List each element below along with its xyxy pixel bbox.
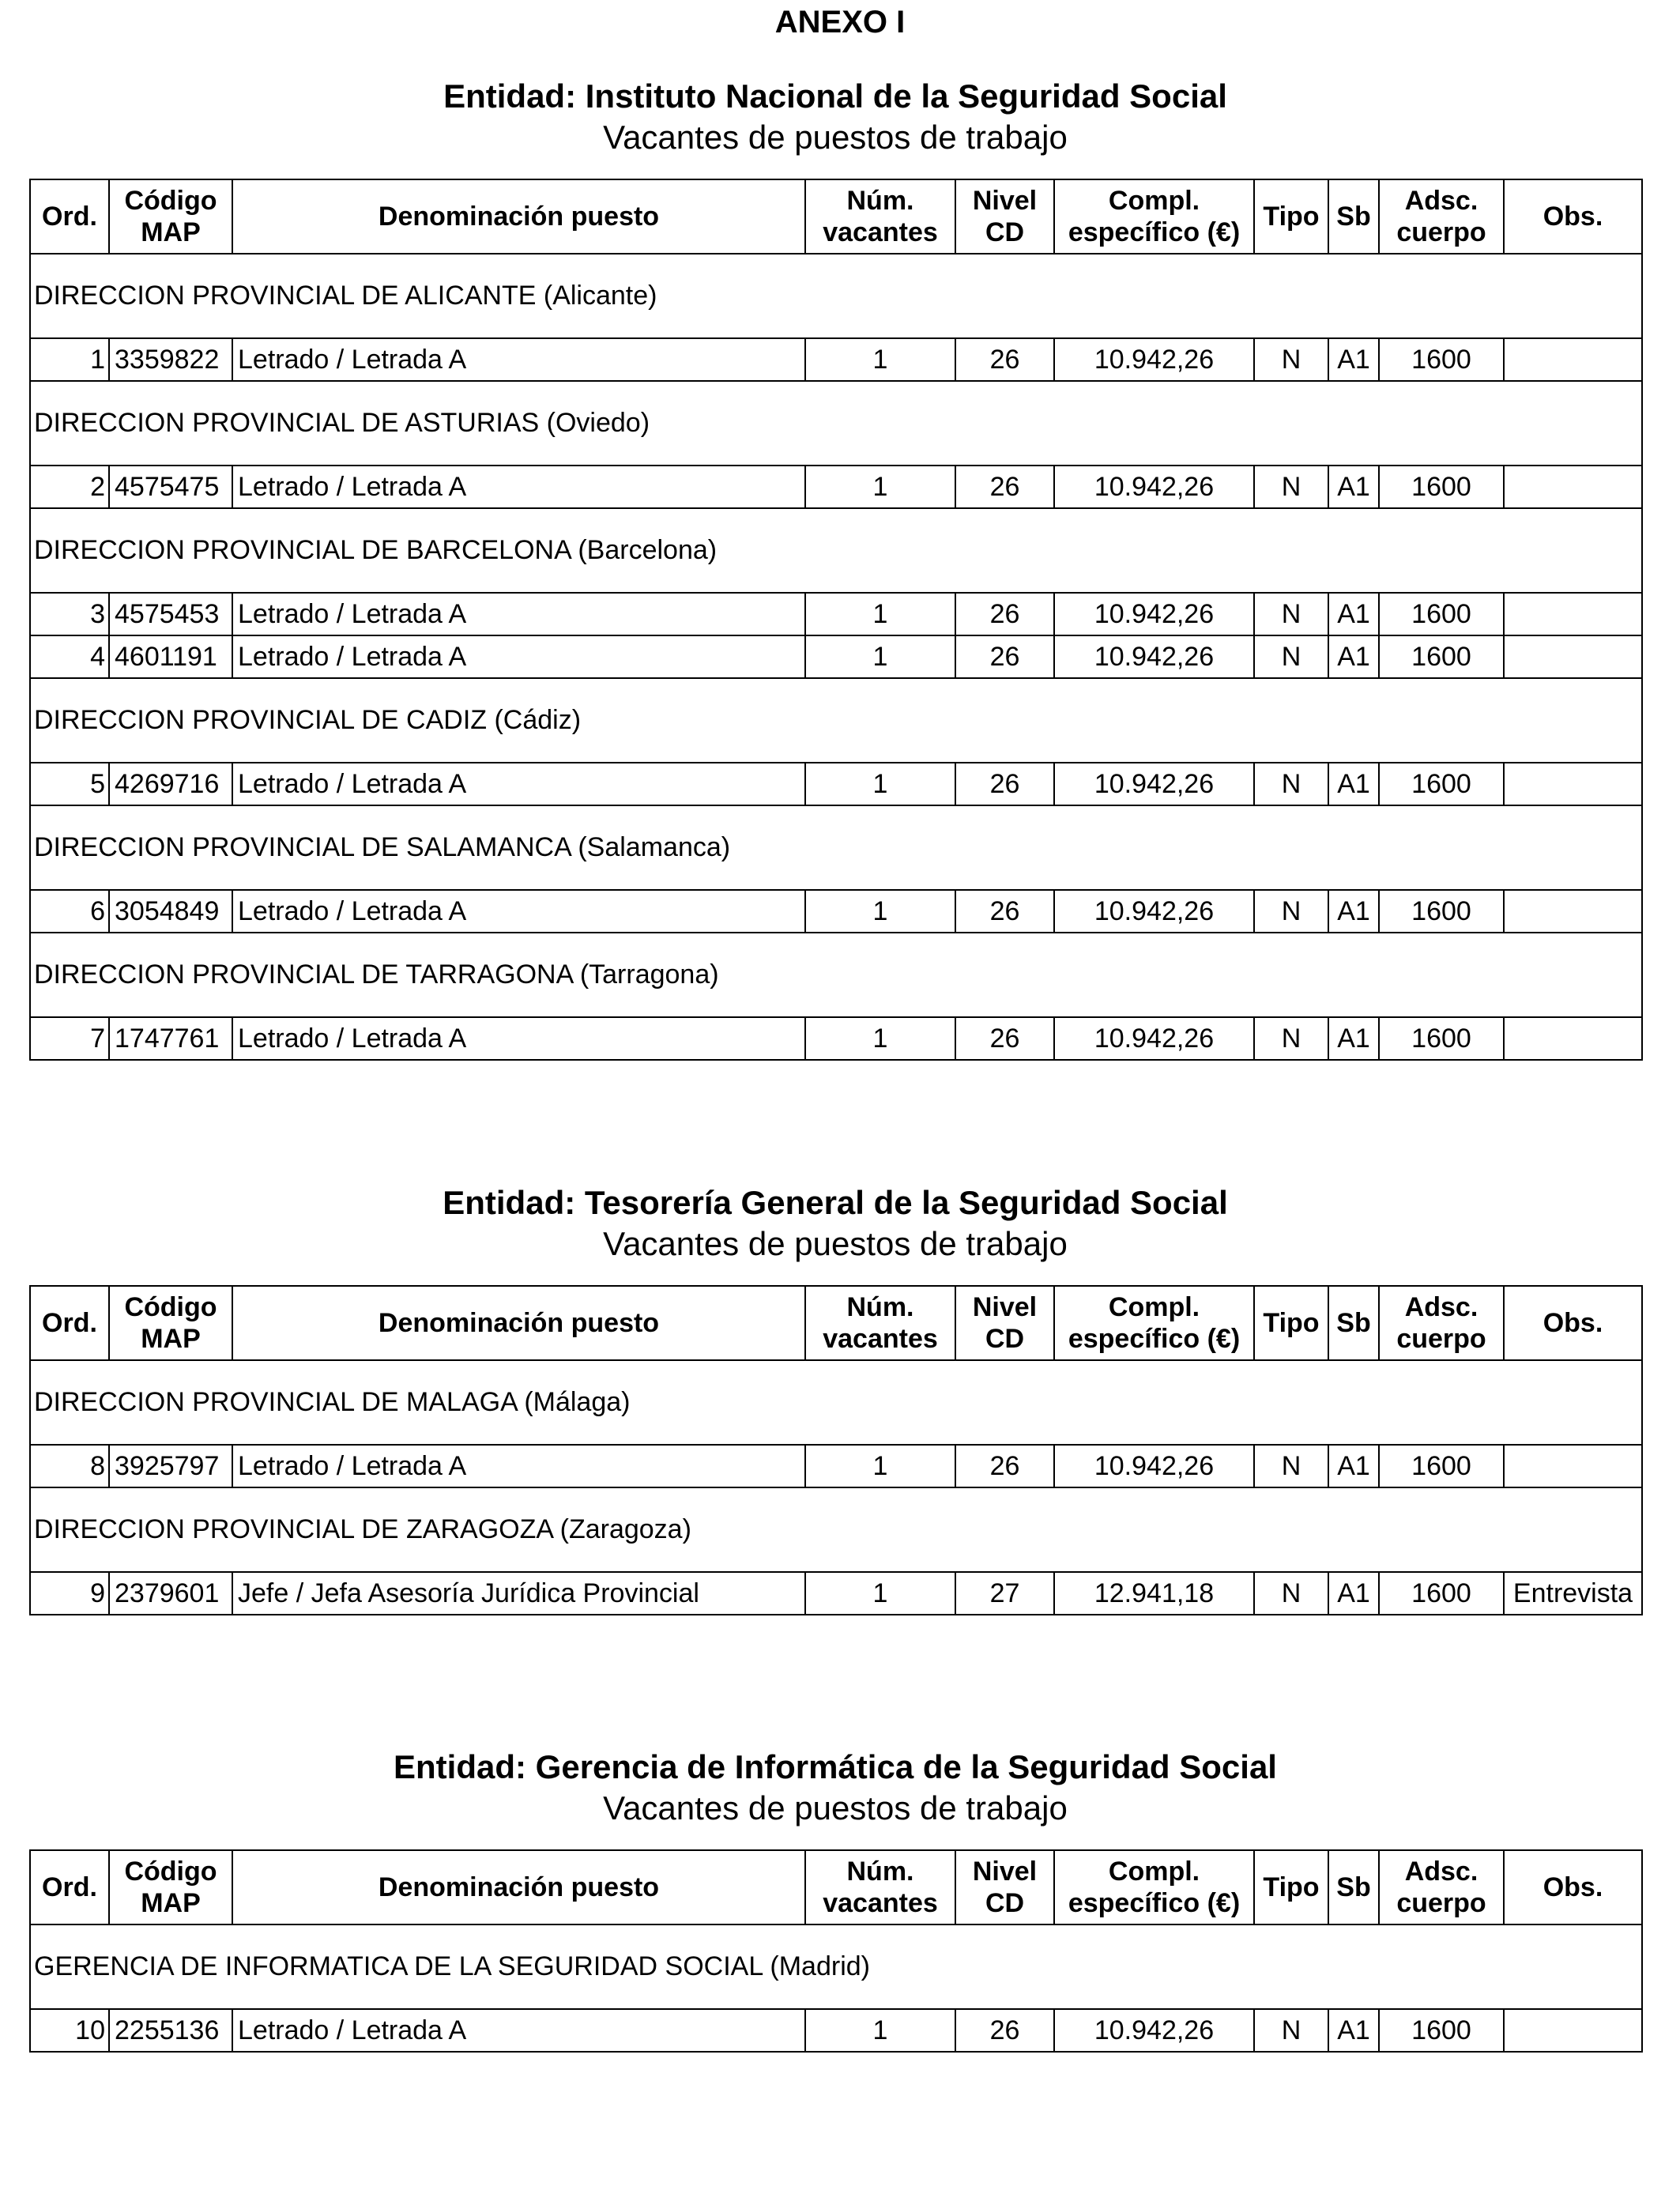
cell-nivel: 27 [955, 1572, 1054, 1615]
province-group-row [30, 508, 1642, 593]
province-group-row [30, 933, 1642, 1017]
table-row [30, 466, 1642, 508]
column-header-denominacion: Denominación puesto [232, 179, 805, 254]
header-row [30, 1850, 1642, 1924]
column-header-tipo: Tipo [1254, 1286, 1328, 1360]
cell-vacantes: 1 [805, 466, 955, 508]
cell-denominacion: Letrado / Letrada A [232, 890, 805, 933]
cell-sb: A1 [1328, 635, 1379, 678]
section-subtitle: Vacantes de puestos de trabajo [603, 1225, 1068, 1262]
province-group-row [30, 805, 1642, 890]
cell-codigo: 4575453 [109, 593, 232, 635]
column-header-tipo: Tipo [1254, 1850, 1328, 1924]
column-header-nivel: Nivel CD [955, 1286, 1054, 1360]
column-header-obs: Obs. [1504, 1850, 1642, 1924]
cell-nivel: 26 [955, 635, 1054, 678]
cell-adsc: 1600 [1379, 1017, 1504, 1060]
cell-nivel: 26 [955, 1017, 1054, 1060]
cell-nivel: 26 [955, 1445, 1054, 1487]
province-name: DIRECCION PROVINCIAL DE CADIZ (Cádiz) [30, 678, 1642, 763]
cell-vacantes: 1 [805, 338, 955, 381]
cell-adsc: 1600 [1379, 1572, 1504, 1615]
cell-tipo: N [1254, 1017, 1328, 1060]
cell-adsc: 1600 [1379, 635, 1504, 678]
column-header-nivel: Nivel CD [955, 1850, 1054, 1924]
cell-adsc: 1600 [1379, 763, 1504, 805]
entity-section [29, 1182, 1641, 1615]
cell-denominacion: Letrado / Letrada A [232, 1017, 805, 1060]
cell-compl: 10.942,26 [1054, 635, 1254, 678]
cell-obs [1504, 466, 1642, 508]
column-header-ord: Ord. [30, 1286, 109, 1360]
column-header-denominacion: Denominación puesto [232, 1850, 805, 1924]
cell-adsc: 1600 [1379, 2009, 1504, 2052]
cell-codigo: 4601191 [109, 635, 232, 678]
cell-ord: 7 [30, 1017, 109, 1060]
column-header-denominacion: Denominación puesto [232, 1286, 805, 1360]
cell-adsc: 1600 [1379, 890, 1504, 933]
cell-denominacion: Letrado / Letrada A [232, 593, 805, 635]
column-header-compl: Compl. específico (€) [1054, 1850, 1254, 1924]
section-subtitle: Vacantes de puestos de trabajo [603, 1789, 1068, 1826]
cell-codigo: 4575475 [109, 466, 232, 508]
column-header-sb: Sb [1328, 1850, 1379, 1924]
cell-ord: 2 [30, 466, 109, 508]
cell-tipo: N [1254, 1572, 1328, 1615]
cell-denominacion: Letrado / Letrada A [232, 2009, 805, 2052]
column-header-compl: Compl. específico (€) [1054, 1286, 1254, 1360]
cell-denominacion: Jefe / Jefa Asesoría Jurídica Provincial [232, 1572, 805, 1615]
table-row [30, 1017, 1642, 1060]
cell-vacantes: 1 [805, 593, 955, 635]
cell-tipo: N [1254, 338, 1328, 381]
table-row [30, 635, 1642, 678]
cell-obs [1504, 1017, 1642, 1060]
cell-sb: A1 [1328, 1445, 1379, 1487]
cell-ord: 5 [30, 763, 109, 805]
table-row [30, 1572, 1642, 1615]
cell-adsc: 1600 [1379, 466, 1504, 508]
province-group-row [30, 1924, 1642, 2009]
cell-compl: 10.942,26 [1054, 2009, 1254, 2052]
table-row [30, 2009, 1642, 2052]
cell-sb: A1 [1328, 763, 1379, 805]
cell-obs [1504, 890, 1642, 933]
cell-compl: 10.942,26 [1054, 466, 1254, 508]
column-header-ord: Ord. [30, 1850, 109, 1924]
table-row [30, 593, 1642, 635]
cell-nivel: 26 [955, 338, 1054, 381]
cell-codigo: 1747761 [109, 1017, 232, 1060]
cell-ord: 10 [30, 2009, 109, 2052]
cell-codigo: 3054849 [109, 890, 232, 933]
vacancies-table [29, 179, 1643, 1061]
cell-ord: 9 [30, 1572, 109, 1615]
cell-codigo: 4269716 [109, 763, 232, 805]
cell-sb: A1 [1328, 466, 1379, 508]
cell-tipo: N [1254, 2009, 1328, 2052]
province-name: DIRECCION PROVINCIAL DE ASTURIAS (Oviedo) [30, 381, 1642, 466]
cell-denominacion: Letrado / Letrada A [232, 338, 805, 381]
cell-obs [1504, 338, 1642, 381]
column-header-obs: Obs. [1504, 179, 1642, 254]
cell-codigo: 3925797 [109, 1445, 232, 1487]
column-header-tipo: Tipo [1254, 179, 1328, 254]
cell-vacantes: 1 [805, 890, 955, 933]
cell-adsc: 1600 [1379, 338, 1504, 381]
province-name: DIRECCION PROVINCIAL DE SALAMANCA (Salamanca) [30, 805, 1642, 890]
cell-obs [1504, 635, 1642, 678]
cell-adsc: 1600 [1379, 593, 1504, 635]
province-name: DIRECCION PROVINCIAL DE BARCELONA (Barcelona) [30, 508, 1642, 593]
cell-codigo: 3359822 [109, 338, 232, 381]
cell-compl: 10.942,26 [1054, 1017, 1254, 1060]
entity-title: Entidad: Gerencia de Informática de la Seguridad Social [394, 1748, 1277, 1785]
cell-nivel: 26 [955, 890, 1054, 933]
annex-title: ANEXO I [774, 5, 906, 40]
column-header-vacantes: Núm. vacantes [805, 1286, 955, 1360]
cell-compl: 10.942,26 [1054, 763, 1254, 805]
column-header-vacantes: Núm. vacantes [805, 179, 955, 254]
cell-vacantes: 1 [805, 2009, 955, 2052]
cell-tipo: N [1254, 466, 1328, 508]
table-row [30, 1445, 1642, 1487]
column-header-sb: Sb [1328, 179, 1379, 254]
cell-ord: 6 [30, 890, 109, 933]
column-header-adsc: Adsc. cuerpo [1379, 1286, 1504, 1360]
cell-obs: Entrevista [1504, 1572, 1642, 1615]
column-header-vacantes: Núm. vacantes [805, 1850, 955, 1924]
column-header-adsc: Adsc. cuerpo [1379, 179, 1504, 254]
column-header-codigo: Código MAP [109, 1286, 232, 1360]
cell-obs [1504, 593, 1642, 635]
cell-compl: 10.942,26 [1054, 890, 1254, 933]
table-row [30, 338, 1642, 381]
cell-nivel: 26 [955, 593, 1054, 635]
cell-codigo: 2379601 [109, 1572, 232, 1615]
column-header-obs: Obs. [1504, 1286, 1642, 1360]
province-group-row [30, 1360, 1642, 1445]
cell-ord: 8 [30, 1445, 109, 1487]
cell-tipo: N [1254, 593, 1328, 635]
cell-ord: 3 [30, 593, 109, 635]
province-group-row [30, 254, 1642, 338]
header-row [30, 1286, 1642, 1360]
cell-codigo: 2255136 [109, 2009, 232, 2052]
entity-section [29, 1747, 1641, 2053]
province-name: DIRECCION PROVINCIAL DE ZARAGOZA (Zaragoza) [30, 1487, 1642, 1572]
cell-nivel: 26 [955, 2009, 1054, 2052]
cell-denominacion: Letrado / Letrada A [232, 763, 805, 805]
vacancies-table [29, 1285, 1643, 1615]
cell-vacantes: 1 [805, 1017, 955, 1060]
section-subtitle: Vacantes de puestos de trabajo [603, 119, 1068, 156]
header-row [30, 179, 1642, 254]
province-group-row [30, 381, 1642, 466]
column-header-sb: Sb [1328, 1286, 1379, 1360]
cell-adsc: 1600 [1379, 1445, 1504, 1487]
cell-obs [1504, 2009, 1642, 2052]
cell-denominacion: Letrado / Letrada A [232, 466, 805, 508]
cell-compl: 10.942,26 [1054, 338, 1254, 381]
column-header-adsc: Adsc. cuerpo [1379, 1850, 1504, 1924]
entity-title: Entidad: Tesorería General de la Seguridad Social [443, 1184, 1228, 1221]
cell-vacantes: 1 [805, 1572, 955, 1615]
cell-compl: 10.942,26 [1054, 593, 1254, 635]
cell-compl: 10.942,26 [1054, 1445, 1254, 1487]
column-header-nivel: Nivel CD [955, 179, 1054, 254]
cell-sb: A1 [1328, 1572, 1379, 1615]
cell-nivel: 26 [955, 763, 1054, 805]
cell-obs [1504, 763, 1642, 805]
table-row [30, 763, 1642, 805]
province-name: DIRECCION PROVINCIAL DE ALICANTE (Alicante) [30, 254, 1642, 338]
entity-title: Entidad: Instituto Nacional de la Seguridad Social [443, 77, 1227, 115]
cell-obs [1504, 1445, 1642, 1487]
column-header-ord: Ord. [30, 179, 109, 254]
cell-compl: 12.941,18 [1054, 1572, 1254, 1615]
entity-section [29, 76, 1641, 1061]
province-group-row [30, 1487, 1642, 1572]
cell-sb: A1 [1328, 890, 1379, 933]
cell-sb: A1 [1328, 338, 1379, 381]
cell-sb: A1 [1328, 593, 1379, 635]
vacancies-table [29, 1849, 1643, 2053]
province-name: DIRECCION PROVINCIAL DE TARRAGONA (Tarragona) [30, 933, 1642, 1017]
cell-tipo: N [1254, 635, 1328, 678]
cell-vacantes: 1 [805, 635, 955, 678]
cell-tipo: N [1254, 890, 1328, 933]
cell-vacantes: 1 [805, 1445, 955, 1487]
province-group-row [30, 678, 1642, 763]
column-header-compl: Compl. específico (€) [1054, 179, 1254, 254]
cell-denominacion: Letrado / Letrada A [232, 1445, 805, 1487]
cell-ord: 4 [30, 635, 109, 678]
cell-vacantes: 1 [805, 763, 955, 805]
cell-sb: A1 [1328, 2009, 1379, 2052]
cell-sb: A1 [1328, 1017, 1379, 1060]
cell-tipo: N [1254, 1445, 1328, 1487]
province-name: DIRECCION PROVINCIAL DE MALAGA (Málaga) [30, 1360, 1642, 1445]
cell-tipo: N [1254, 763, 1328, 805]
column-header-codigo: Código MAP [109, 179, 232, 254]
cell-nivel: 26 [955, 466, 1054, 508]
column-header-codigo: Código MAP [109, 1850, 232, 1924]
cell-ord: 1 [30, 338, 109, 381]
cell-denominacion: Letrado / Letrada A [232, 635, 805, 678]
table-row [30, 890, 1642, 933]
province-name: GERENCIA DE INFORMATICA DE LA SEGURIDAD SOCIAL (Madrid) [30, 1924, 1642, 2009]
